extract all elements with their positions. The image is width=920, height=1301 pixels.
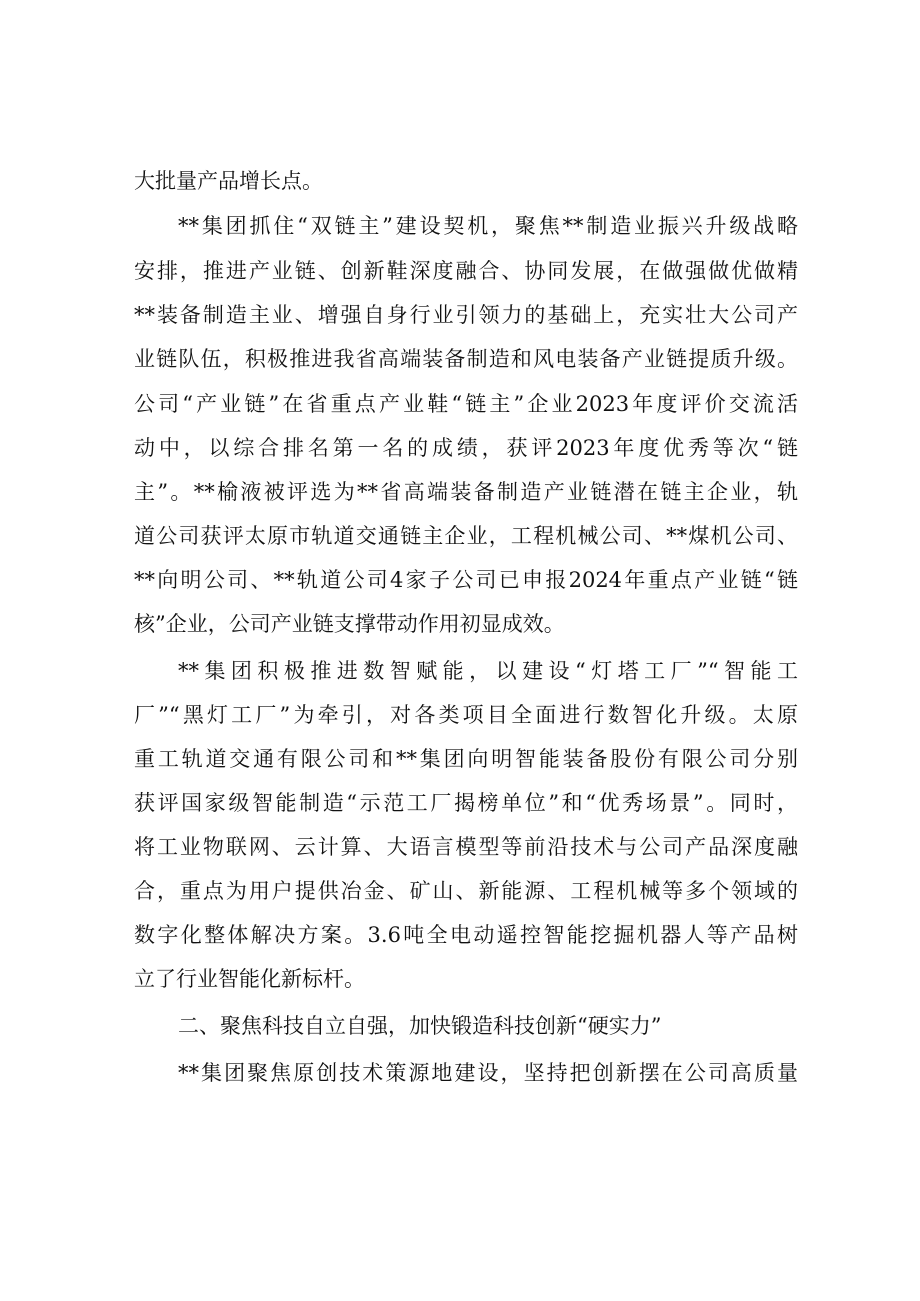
text-line: 立了行业智能化新标杆。 xyxy=(134,967,365,991)
text-line: 合，重点为用户提供冶金、矿山、新能源、工程机械等多个领域的 xyxy=(134,879,798,903)
text-line: 大批量产品增长点。 xyxy=(134,169,323,193)
section-heading: 二、聚焦科技自立自强，加快锻造科技创新“硬实力” xyxy=(178,1014,662,1038)
text-line: 核”企业，公司产业链支撑带动作用初显成效。 xyxy=(134,612,565,636)
text-line: 数字化整体解决方案。3.6吨全电动遥控智能挖掘机器人等产品树 xyxy=(134,923,798,947)
text-line: 获评国家级智能制造“示范工厂揭榜单位”和“优秀场景”。同时， xyxy=(134,791,798,815)
text-line: **向明公司、**轨道公司4家子公司已申报2024年重点产业链“链 xyxy=(134,568,798,592)
text-line: **集团聚焦原创技术策源地建设，坚持把创新摆在公司高质量 xyxy=(178,1061,798,1085)
text-line: 道公司获评太原市轨道交通链主企业，工程机械公司、**煤机公司、 xyxy=(134,524,798,548)
text-line: 公司“产业链”在省重点产业鞋“链主”企业2023年度评价交流活 xyxy=(134,392,798,416)
text-line: **装备制造主业、增强自身行业引领力的基础上，充实壮大公司产 xyxy=(134,303,798,327)
text-line: 安排，推进产业链、创新鞋深度融合、协同发展，在做强做优做精 xyxy=(134,259,798,283)
text-line: 主”。**榆液被评选为**省高端装备制造产业链潜在链主企业，轨 xyxy=(134,480,798,504)
text-line: 重工轨道交通有限公司和**集团向明智能装备股份有限公司分别 xyxy=(134,747,798,771)
text-line: 将工业物联网、云计算、大语言模型等前沿技术与公司产品深度融 xyxy=(134,835,798,859)
text-line: **集团抓住“双链主”建设契机，聚焦**制造业振兴升级战略 xyxy=(178,214,798,238)
text-line: 动中，以综合排名第一名的成绩，获评2023年度优秀等次“链 xyxy=(134,436,798,460)
text-line: 厂”“黑灯工厂”为牵引，对各类项目全面进行数智化升级。太原 xyxy=(134,703,798,727)
text-line: **集团积极推进数智赋能，以建设“灯塔工厂”“智能工 xyxy=(178,659,798,683)
text-line: 业链队伍，积极推进我省高端装备制造和风电装备产业链提质升级。 xyxy=(134,347,798,371)
